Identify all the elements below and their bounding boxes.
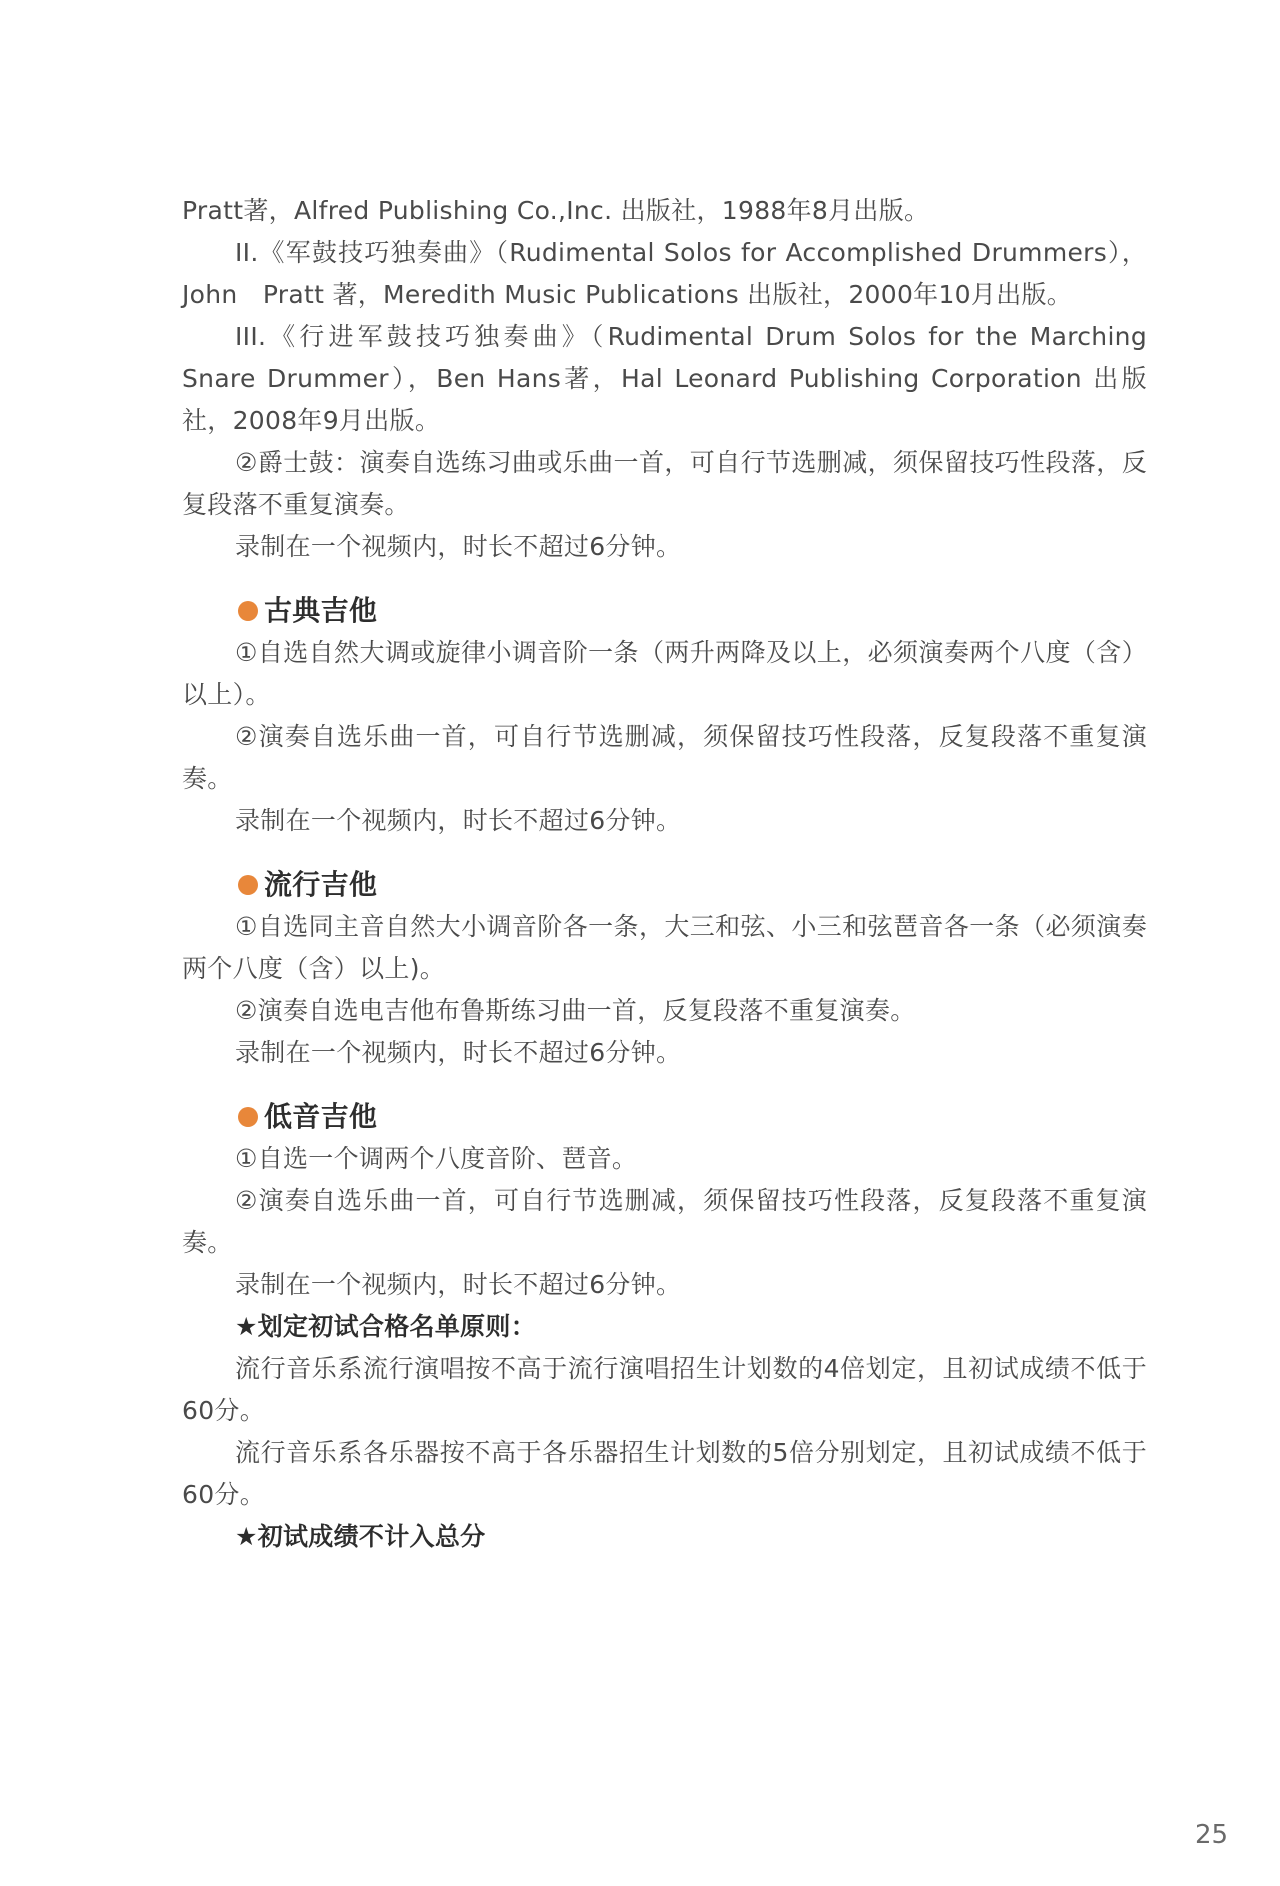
section-item: 录制在一个视频内，时长不超过6分钟。 <box>235 1038 682 1067</box>
section-item: ②演奏自选乐曲一首，可自行节选删减，须保留技巧性段落，反复段落不重复演奏。 <box>182 722 1147 793</box>
section-item: 录制在一个视频内，时长不超过6分钟。 <box>235 806 682 835</box>
bullet-dot-icon <box>238 875 258 895</box>
score-note: ★初试成绩不计入总分 <box>235 1522 486 1551</box>
rule-instruments: 流行音乐系各乐器按不高于各乐器招生计划数的5倍分别划定，且初试成绩不低于60分。 <box>182 1438 1147 1509</box>
page-number: 25 <box>1195 1820 1229 1850</box>
page-content <box>182 190 1147 1558</box>
bullet-dot-icon <box>238 601 258 621</box>
section-title: 流行吉他 <box>264 868 378 901</box>
section-title: 古典吉他 <box>264 594 378 627</box>
section-heading-bass-guitar <box>238 1096 1147 1138</box>
paragraph-reference-3: III.《行进军鼓技巧独奏曲》（Rudimental Drum Solos for the Marching Snare Drummer），Ben Hans著，Hal Leonard Publishing Corporation 出版社，2008年9月出版。 <box>182 322 1147 435</box>
paragraph-reference-2: II.《军鼓技巧独奏曲》（Rudimental Solos for Accomplished Drummers），John Pratt 著，Meredith Music Publications 出版社，2000年10月出版。 <box>182 238 1147 309</box>
paragraph-jazz-drum: ②爵士鼓：演奏自选练习曲或乐曲一首，可自行节选删减，须保留技巧性段落，反复段落不重复演奏。 <box>182 448 1147 519</box>
rules-heading: ★划定初试合格名单原则： <box>235 1312 537 1341</box>
section-title: 低音吉他 <box>264 1100 378 1133</box>
section-item: 录制在一个视频内，时长不超过6分钟。 <box>235 1270 682 1299</box>
bullet-dot-icon <box>238 1107 258 1127</box>
paragraph-reference-1: Pratt著，Alfred Publishing Co.,Inc. 出版社，1988年8月出版。 <box>182 196 930 225</box>
paragraph-recording-note: 录制在一个视频内，时长不超过6分钟。 <box>235 532 682 561</box>
rule-pop-singing: 流行音乐系流行演唱按不高于流行演唱招生计划数的4倍划定，且初试成绩不低于60分。 <box>182 1354 1147 1425</box>
section-item: ②演奏自选电吉他布鲁斯练习曲一首，反复段落不重复演奏。 <box>235 996 916 1025</box>
section-item: ①自选自然大调或旋律小调音阶一条（两升两降及以上，必须演奏两个八度（含）以上）。 <box>182 638 1147 709</box>
section-item: ①自选一个调两个八度音阶、琶音。 <box>235 1144 638 1173</box>
section-heading-classical-guitar <box>238 590 1147 632</box>
section-item: ②演奏自选乐曲一首，可自行节选删减，须保留技巧性段落，反复段落不重复演奏。 <box>182 1186 1147 1257</box>
section-heading-pop-guitar <box>238 864 1147 906</box>
section-item: ①自选同主音自然大小调音阶各一条，大三和弦、小三和弦琶音各一条（必须演奏两个八度（含）以上)。 <box>182 912 1147 983</box>
